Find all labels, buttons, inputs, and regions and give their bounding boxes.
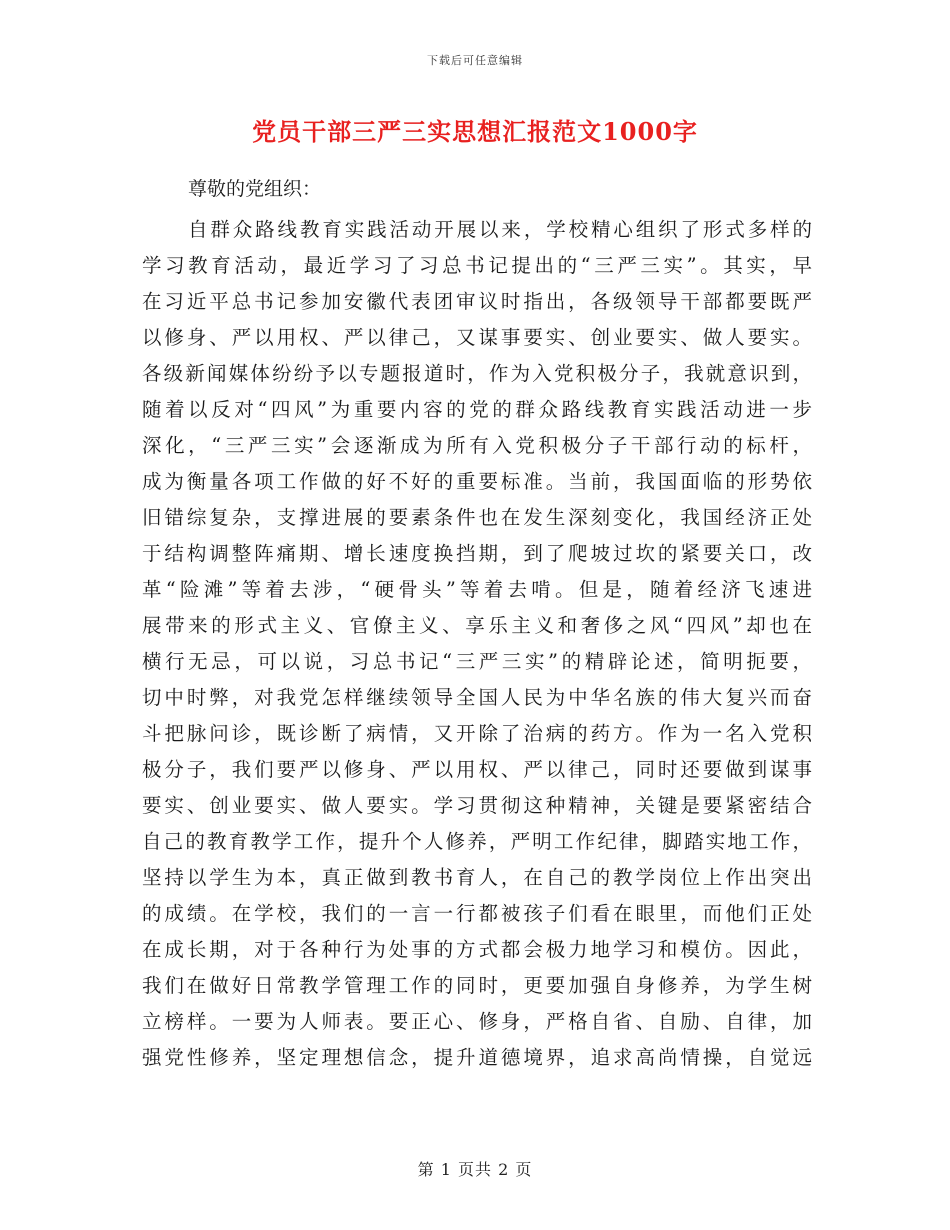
header-note: 下载后可任意编辑 bbox=[427, 54, 523, 67]
body-line: 自己的教育教学工作，提升个人修养，严明工作纪律，脚踏实地工作， bbox=[142, 830, 812, 853]
body-line: 随着以反对“四风”为重要内容的党的群众路线教育实践活动进一步 bbox=[142, 398, 812, 421]
body-line: 以修身、严以用权、严以律己，又谋事要实、创业要实、做人要实。 bbox=[142, 326, 812, 349]
document-title: 党员干部三严三实思想汇报范文1000字 bbox=[252, 117, 698, 146]
body-line: 成为衡量各项工作做的好不好的重要标准。当前，我国面临的形势依 bbox=[142, 470, 812, 493]
body-line: 学习教育活动，最近学习了习总书记提出的“三严三实”。其实，早 bbox=[142, 254, 812, 277]
body-line: 各级新闻媒体纷纷予以专题报道时，作为入党积极分子，我就意识到， bbox=[142, 362, 812, 385]
body-line: 我们在做好日常教学管理工作的同时，更要加强自身修养，为学生树 bbox=[142, 974, 812, 997]
body-line: 强党性修养，坚定理想信念，提升道德境界，追求高尚情操，自觉远 bbox=[142, 1046, 812, 1069]
body-line: 在成长期，对于各种行为处事的方式都会极力地学习和模仿。因此， bbox=[142, 938, 812, 961]
body-line: 自群众路线教育实践活动开展以来，学校精心组织了形式多样的 bbox=[188, 218, 812, 241]
body-line: 深化，“三严三实”会逐渐成为所有入党积极分子干部行动的标杆， bbox=[142, 434, 812, 457]
body-line: 于结构调整阵痛期、增长速度换挡期，到了爬坡过坎的紧要关口，改 bbox=[142, 542, 812, 565]
salutation: 尊敬的党组织： bbox=[188, 178, 322, 200]
body-line: 旧错综复杂，支撑进展的要素条件也在发生深刻变化，我国经济正处 bbox=[142, 506, 812, 529]
body-line: 坚持以学生为本，真正做到教书育人，在自己的教学岗位上作出突出 bbox=[142, 866, 812, 889]
page-footer: 第 1 页共 2 页 bbox=[417, 1160, 533, 1179]
body-line: 革“险滩”等着去涉，“硬骨头”等着去啃。但是，随着经济飞速进 bbox=[142, 578, 812, 601]
body-line: 的成绩。在学校，我们的一言一行都被孩子们看在眼里，而他们正处 bbox=[142, 902, 812, 925]
body-line: 要实、创业要实、做人要实。学习贯彻这种精神，关键是要紧密结合 bbox=[142, 794, 812, 817]
body-line: 切中时弊，对我党怎样继续领导全国人民为中华名族的伟大复兴而奋 bbox=[142, 686, 812, 709]
body-line: 横行无忌，可以说，习总书记“三严三实”的精辟论述，简明扼要， bbox=[142, 650, 812, 673]
document-body bbox=[142, 212, 812, 1076]
body-line: 极分子，我们要严以修身、严以用权、严以律己，同时还要做到谋事 bbox=[142, 758, 812, 781]
body-line: 在习近平总书记参加安徽代表团审议时指出，各级领导干部都要既严 bbox=[142, 290, 812, 313]
body-line: 斗把脉问诊，既诊断了病情，又开除了治病的药方。作为一名入党积 bbox=[142, 722, 812, 745]
body-line: 展带来的形式主义、官僚主义、享乐主义和奢侈之风“四风”却也在 bbox=[142, 614, 812, 637]
body-line: 立榜样。一要为人师表。要正心、修身，严格自省、自励、自律，加 bbox=[142, 1010, 812, 1033]
